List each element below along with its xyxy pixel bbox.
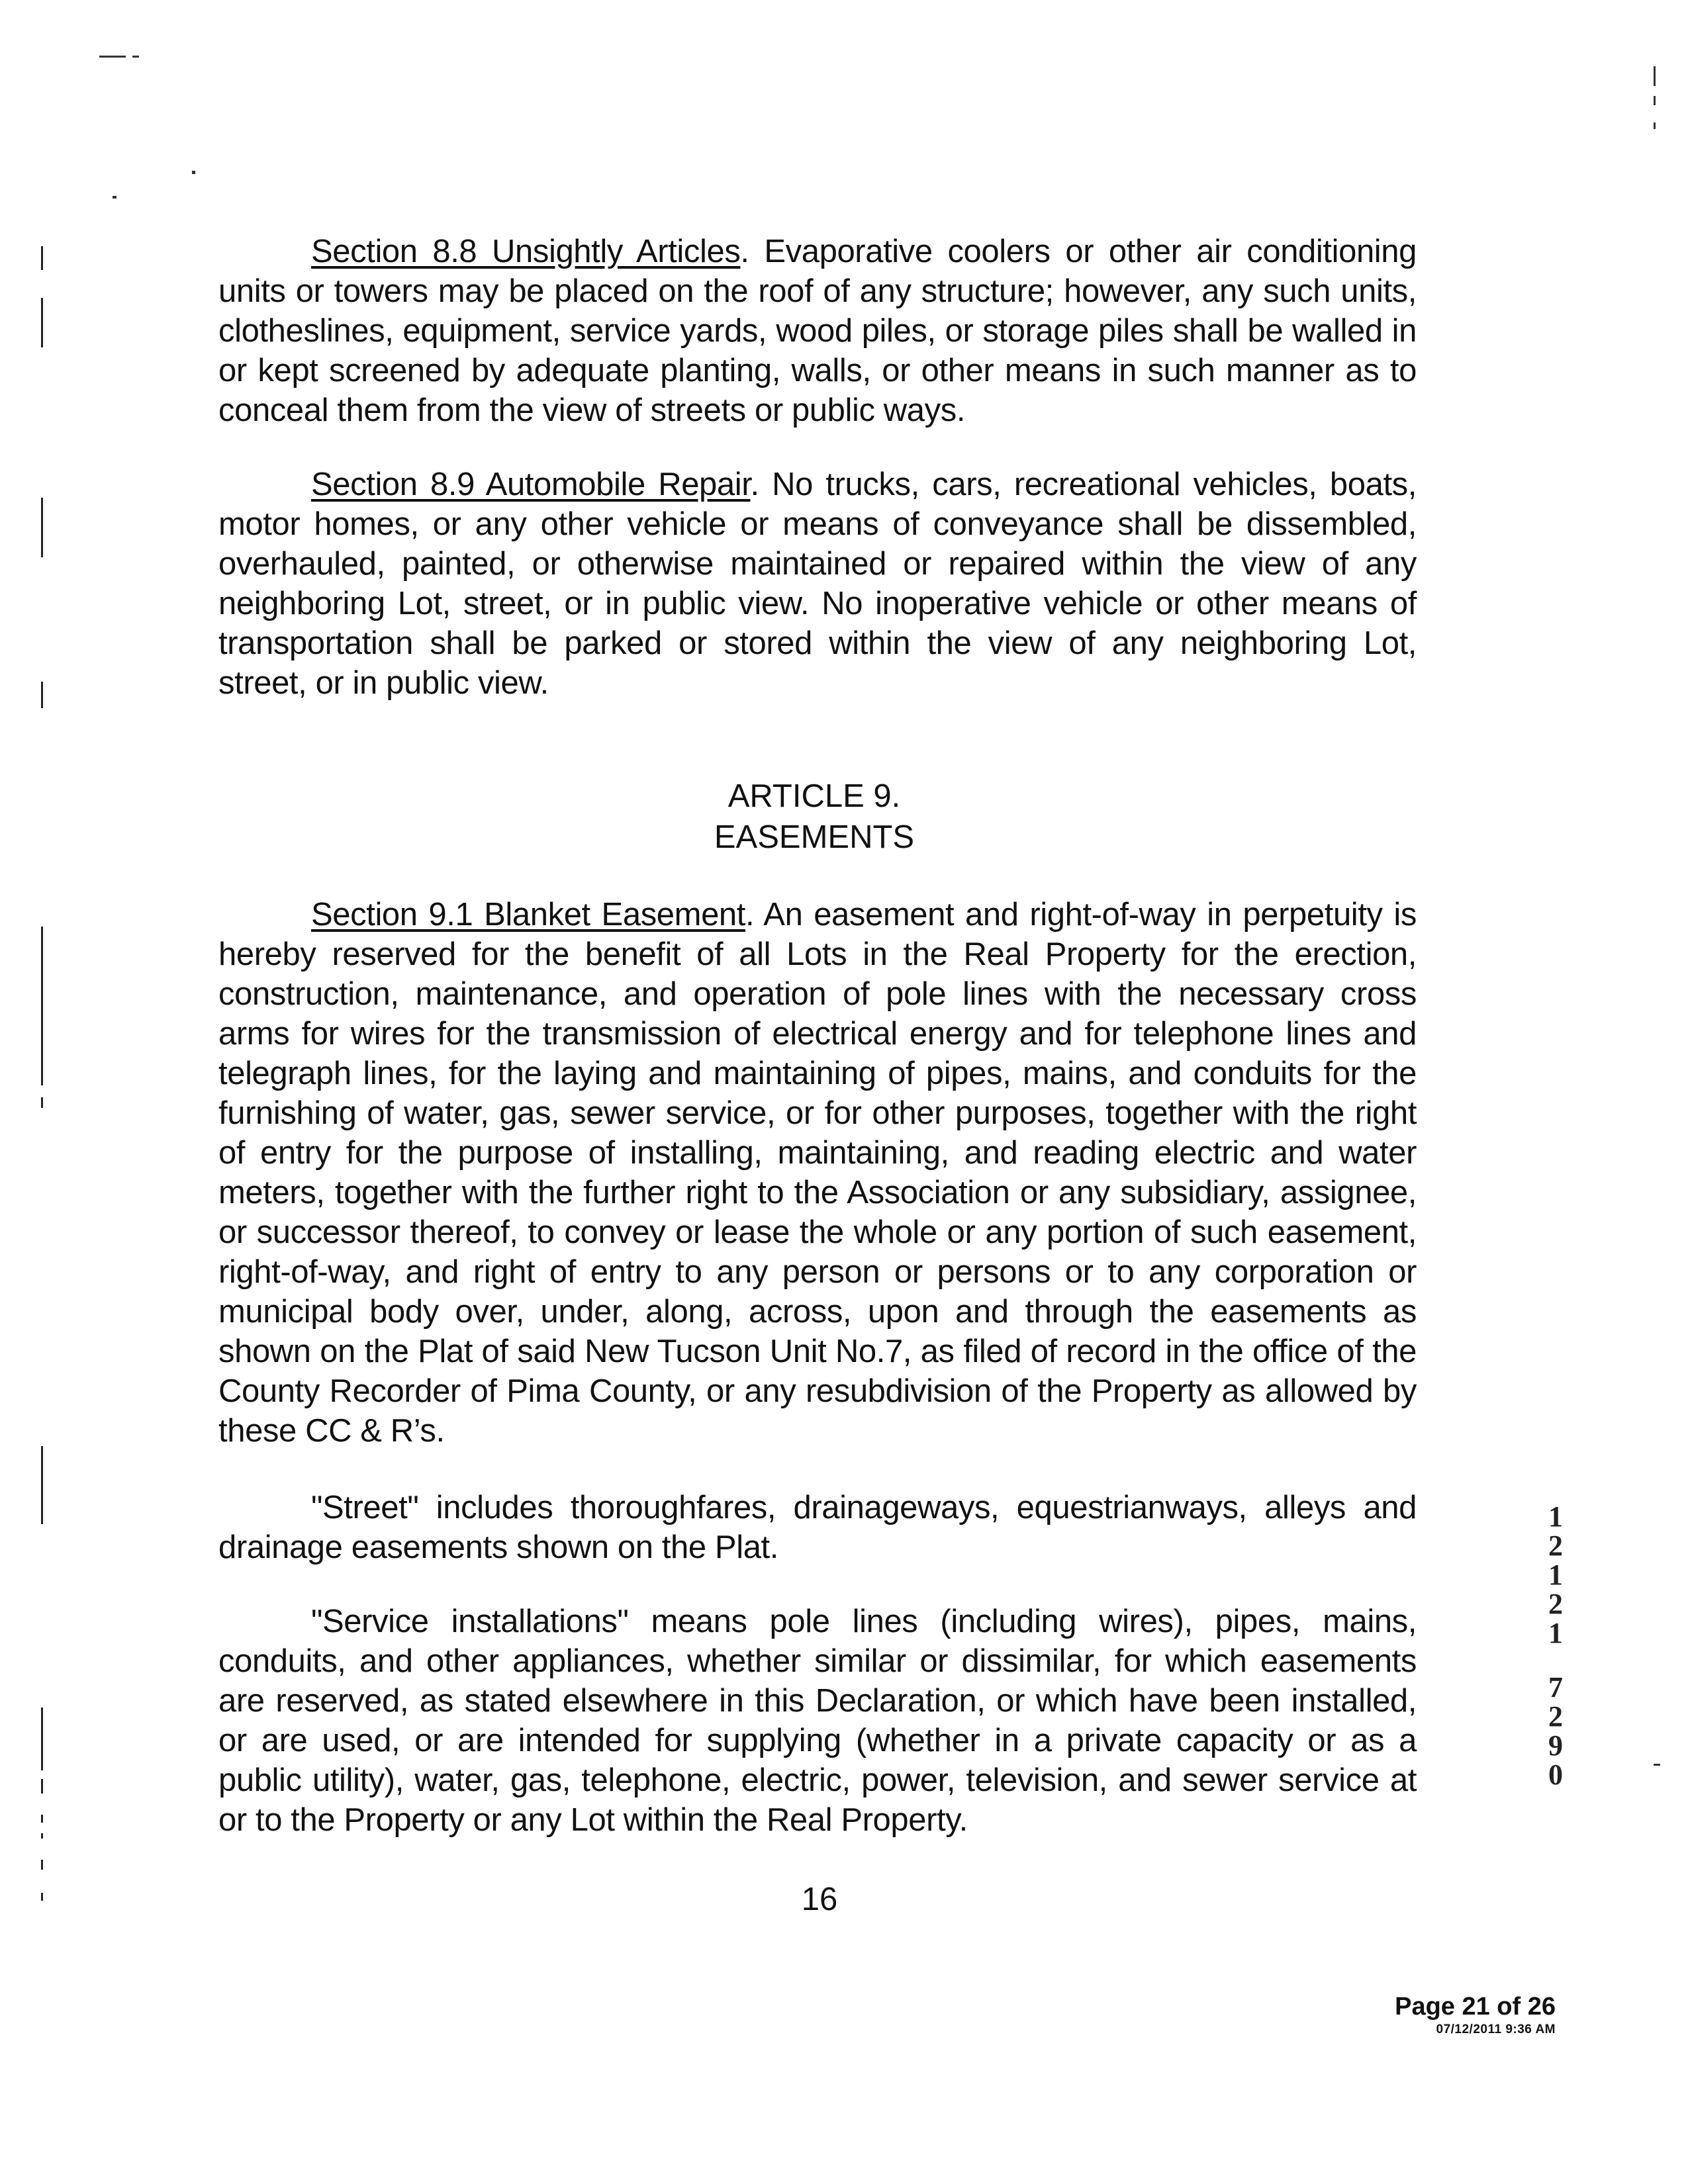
recording-digit: 0 <box>1548 1758 1563 1791</box>
article-heading <box>0 776 1628 858</box>
recording-number <box>1536 1502 1575 1790</box>
article-title: EASEMENTS <box>714 819 915 855</box>
revision-bar <box>41 1707 43 1770</box>
section-8-8 <box>218 232 1417 430</box>
revision-bar <box>41 1446 43 1524</box>
recording-digit: 1 <box>1548 1559 1563 1591</box>
scan-mark <box>99 56 126 58</box>
recording-gap <box>1536 1648 1575 1673</box>
scan-mark <box>1654 122 1656 129</box>
scan-mark <box>113 196 117 199</box>
revision-bar <box>41 1815 43 1823</box>
definition-service-text: "Service installations" means pole lines (including wires), pipes, mains, conduits, and other appliances, whether similar or dissimilar, for which easements are reserved, as stated elsewhere in this Declaration, or which have been installed, or are used, or are intended for supplying (whether in a private capacity or as a public utility), water, gas, telephone, electric, power, television, and sewer service at or to the Property or any Lot within the Real Property. <box>218 1604 1417 1838</box>
recording-digit: 2 <box>1548 1588 1563 1620</box>
section-9-1-text: . An easement and right-of-way in perpetuity is hereby reserved for the benefit of all Lots in the Real Property for the erection, construction, maintenance, and operation of pole lines with the necessary cross arms for wires for the transmission of electrical energy and for telephone lines and telegraph lines, for the laying and maintaining of pipes, mains, and conduits for the furnishing of water, gas, sewer service, or for other purposes, together with the right of entry for the purpose of installing, maintaining, and reading electric and water meters, together with the further right to the Association or any subsidiary, assignee, or successor thereof, to convey or lease the whole or any portion of such easement, right-of-way, and right of entry to any person or persons or to any corporation or municipal body over, under, along, across, upon and through the easements as shown on the Plat of said New Tucson Unit No.7, as filed of record in the office of the County Recorder of Pima County, or any resubdivision of the Property as allowed by these CC & R’s. <box>218 897 1417 1449</box>
recording-digit: 2 <box>1548 1700 1563 1733</box>
revision-bar <box>41 682 43 708</box>
revision-bar <box>41 1779 43 1794</box>
recording-digit: 1 <box>1548 1617 1563 1649</box>
revision-bar <box>41 498 43 557</box>
recording-digit: 1 <box>1548 1500 1563 1533</box>
revision-bar <box>41 246 43 270</box>
recording-digit: 7 <box>1548 1671 1563 1704</box>
section-8-9-title: Section 8.9 Automobile Repair <box>311 467 751 502</box>
section-8-9-text: . No trucks, cars, recreational vehicles, boats, motor homes, or any other vehicle or means of conveyance shall be dissembled, overhauled, painted, or otherwise maintained or repaired within the view of any neighboring Lot, street, or in public view. No inoperative vehicle or other means of transportation shall be parked or stored within the view of any neighboring Lot, street, or in public view. <box>218 467 1417 701</box>
scan-mark <box>1654 96 1656 105</box>
section-8-8-title: Section 8.8 Unsightly Articles <box>311 234 741 269</box>
footer-timestamp: 07/12/2011 9:36 AM <box>1436 2023 1556 2036</box>
revision-bar <box>41 298 43 347</box>
scan-mark <box>132 56 139 58</box>
scan-mark <box>1654 1764 1660 1766</box>
scan-mark <box>1654 66 1656 86</box>
footer-page-label: Page 21 of 26 <box>1395 1993 1556 2021</box>
revision-bar <box>41 1833 43 1839</box>
scan-mark <box>192 171 195 174</box>
recording-digit: 9 <box>1548 1729 1563 1762</box>
section-8-9 <box>218 465 1417 703</box>
revision-bar <box>41 1097 43 1108</box>
page-number: 16 <box>801 1882 838 1917</box>
definition-service-installations <box>218 1602 1417 1840</box>
section-8-8-text: . Evaporative coolers or other air conditioning units or towers may be placed on the roof of any structure; however, any such units, clotheslines, equipment, service yards, wood piles, or storage piles shall be walled in or kept screened by adequate planting, walls, or other means in such manner as to conceal them from the view of streets or public ways. <box>218 234 1417 428</box>
section-9-1-title: Section 9.1 Blanket Easement <box>311 897 745 933</box>
revision-bar <box>41 927 43 1085</box>
definition-street-text: "Street" includes thoroughfares, drainageways, equestrianways, alleys and drainage easements shown on the Plat. <box>218 1490 1417 1565</box>
article-number: ARTICLE 9. <box>727 778 901 814</box>
recording-digit: 2 <box>1548 1529 1563 1562</box>
revision-bar <box>41 1860 43 1870</box>
section-9-1 <box>218 895 1417 1451</box>
definition-street <box>218 1488 1417 1567</box>
